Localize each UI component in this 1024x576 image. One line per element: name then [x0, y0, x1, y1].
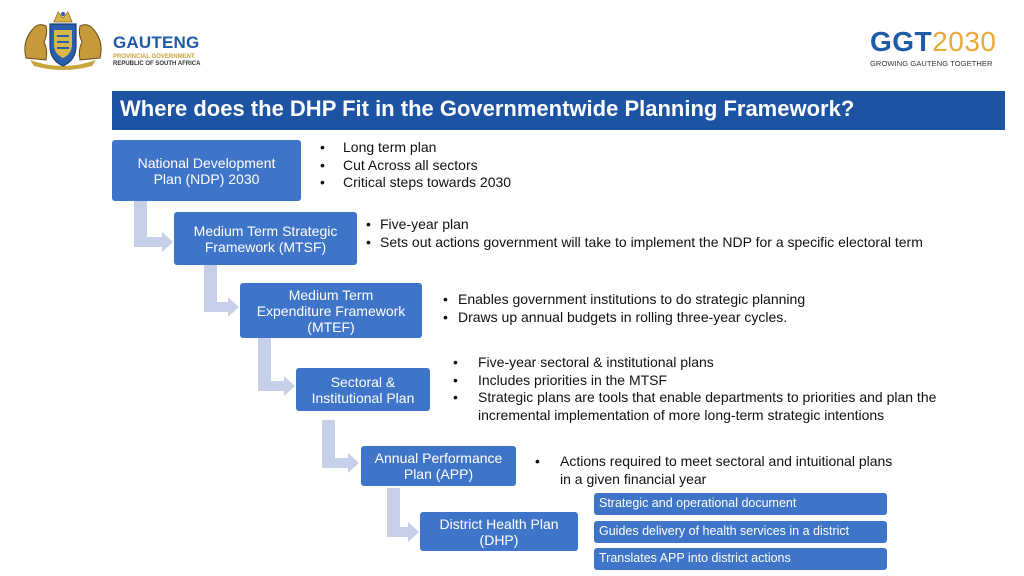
bullet-item: • Enables government institutions to do strategic planning [443, 291, 806, 307]
org-sub2: REPUBLIC OF SOUTH AFRICA [113, 61, 201, 67]
step-mtef-bullets [443, 291, 805, 326]
org-name: GAUTENG [113, 33, 200, 52]
dhp-side-box: Guides delivery of health services in a district [594, 521, 887, 543]
step-dhp-box [420, 512, 578, 551]
step-mtsf-bullets [366, 216, 923, 251]
step-sectoral-bullets [453, 354, 936, 424]
step-label-line: District Health Plan [439, 515, 559, 532]
step-app-box [361, 446, 516, 486]
dhp-side-box: Strategic and operational document [594, 493, 887, 515]
step-label-line: Medium Term Strategic [193, 222, 338, 239]
connector-arrow [258, 338, 295, 396]
step-sectoral-box [296, 368, 430, 411]
step-app-bullets [535, 453, 892, 488]
step-label-line: Medium Term [288, 286, 374, 303]
bullet-item: • Strategic plans are tools that enable departments to priorities and plan the [453, 389, 937, 405]
ggt-logo-part2: 2030 [932, 26, 997, 57]
bullet-item: • Includes priorities in the MTSF [453, 371, 668, 388]
step-ndp-bullets [320, 139, 511, 192]
bullet-item: • Draws up annual budgets in rolling three-year cycles. [443, 308, 788, 325]
bullet-item: • Five-year plan [366, 216, 469, 232]
step-ndp-box [112, 140, 301, 201]
step-label-line: National Development [137, 154, 276, 171]
step-label-line: Annual Performance [374, 450, 503, 466]
ggt-tagline: GROWING GAUTENG TOGETHER [870, 59, 993, 68]
step-label-line: Framework (MTSF) [204, 238, 327, 255]
connector-arrow [204, 265, 239, 317]
connector-arrow [322, 420, 359, 473]
bullet-item: • Critical steps towards 2030 [320, 174, 512, 190]
org-sub1: PROVINCIAL GOVERNMENT [113, 54, 195, 60]
step-label-line: (DHP) [479, 531, 519, 548]
bullet-item: • Five-year sectoral & institutional plans [453, 354, 714, 370]
step-label-line: Plan (APP) [403, 466, 474, 482]
step-label-line: Sectoral & [330, 373, 396, 390]
slide-title: Where does the DHP Fit in the Governmentwide Planning Framework? [112, 91, 1005, 130]
bullet-item: • Sets out actions government will take to implement the NDP for a specific electoral term [366, 233, 923, 250]
bullet-item: • Actions required to meet sectoral and intuitional plans [535, 453, 893, 469]
step-label-line: (MTEF) [307, 318, 355, 335]
connector-arrow [387, 488, 419, 542]
step-mtef-box [240, 283, 422, 338]
step-label-line: Institutional Plan [311, 389, 415, 406]
ggt-logo-part1: GGT [870, 26, 933, 57]
connector-arrow [134, 201, 173, 252]
bullet-item-continued: incremental implementation of more long-term strategic intentions [478, 406, 885, 423]
step-mtsf-box [174, 212, 357, 265]
bullet-item: • Cut Across all sectors [320, 156, 478, 173]
bullet-item: • Long term plan [320, 139, 437, 155]
bullet-item-continued: in a given financial year [560, 470, 707, 487]
step-label-line: Plan (NDP) 2030 [153, 170, 260, 187]
step-label-line: Expenditure Framework [256, 302, 406, 319]
dhp-side-box: Translates APP into district actions [594, 548, 887, 570]
